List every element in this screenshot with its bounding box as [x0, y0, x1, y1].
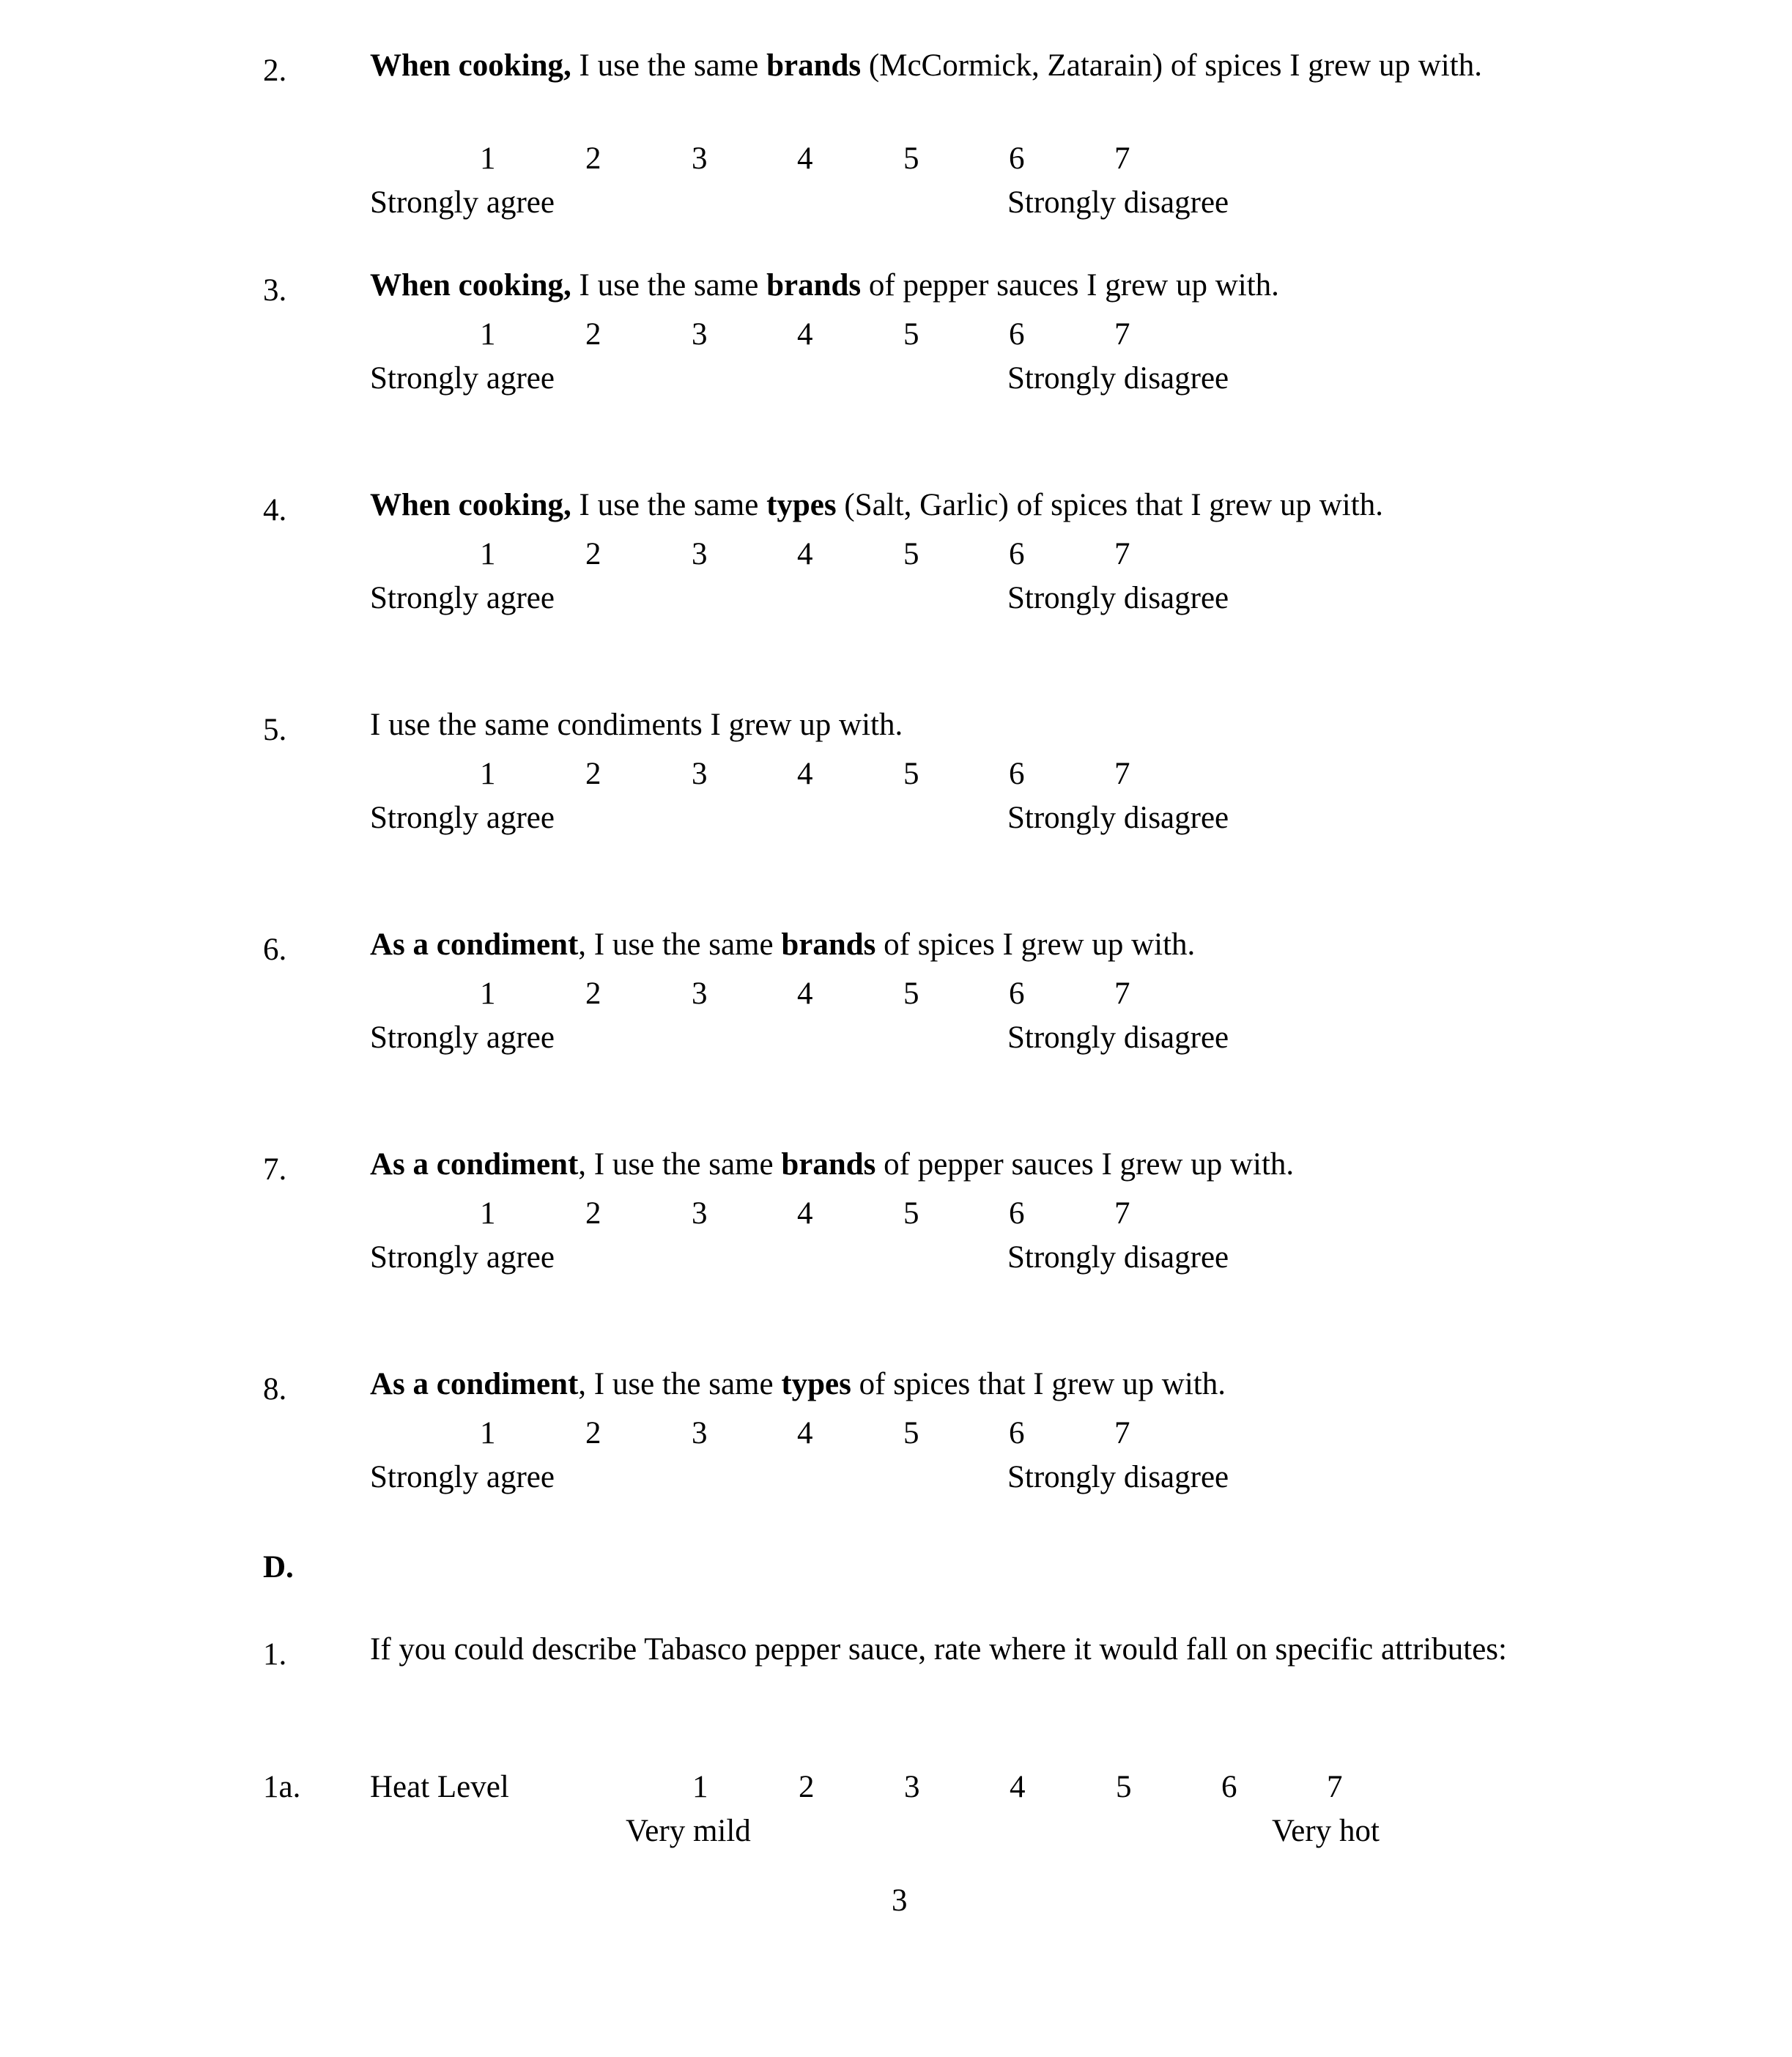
scale-option[interactable]: 4	[797, 757, 813, 791]
emphasis-text: When cooking,	[370, 488, 571, 522]
scale-option[interactable]: 5	[903, 141, 919, 176]
scale-high-label: Strongly disagree	[1007, 581, 1229, 615]
scale-high-label: Strongly disagree	[1007, 1240, 1229, 1275]
question-text-segment: (McCormick, Zatarain) of spices I grew up with.	[861, 48, 1482, 83]
scale-option[interactable]: 3	[692, 1196, 708, 1231]
scale-option[interactable]: 4	[797, 1416, 813, 1450]
question-text-segment: of pepper sauces I grew up with.	[861, 268, 1279, 303]
scale-option[interactable]: 3	[692, 976, 708, 1011]
scale-low-label: Strongly agree	[370, 1240, 555, 1275]
scale-option[interactable]: 5	[903, 1416, 919, 1450]
question-number: 5.	[263, 713, 287, 747]
scale-option[interactable]: 4	[797, 141, 813, 176]
question-text	[370, 483, 1528, 527]
scale-option[interactable]: 4	[1010, 1770, 1026, 1804]
emphasis-text: When cooking,	[370, 268, 571, 303]
question-text	[370, 264, 1528, 308]
scale-option[interactable]: 6	[1009, 1416, 1025, 1450]
scale-low-label: Strongly agree	[370, 361, 555, 396]
scale-option[interactable]: 3	[692, 1416, 708, 1450]
scale-high-label: Strongly disagree	[1007, 801, 1229, 835]
attribute-label: Heat Level	[370, 1770, 509, 1804]
scale-option[interactable]: 4	[797, 317, 813, 352]
emphasis-text: As a condiment	[370, 1147, 579, 1182]
question-text-segment: (Salt, Garlic) of spices that I grew up with.	[836, 488, 1383, 522]
scale-option[interactable]: 7	[1114, 1196, 1130, 1231]
question-text-segment: I use the same	[571, 268, 767, 303]
scale-option[interactable]: 6	[1009, 1196, 1025, 1231]
scale-option[interactable]: 1	[480, 1416, 496, 1450]
scale-option[interactable]: 1	[480, 1196, 496, 1231]
question-text-segment: I use the same condiments I grew up with.	[370, 708, 903, 742]
scale-option[interactable]: 7	[1114, 537, 1130, 571]
scale-option[interactable]: 3	[692, 317, 708, 352]
emphasis-text: As a condiment	[370, 927, 579, 962]
scale-option[interactable]: 1	[480, 141, 496, 176]
question-number: 7.	[263, 1152, 287, 1187]
scale-high-label: Strongly disagree	[1007, 185, 1229, 220]
scale-option[interactable]: 5	[903, 537, 919, 571]
scale-low-label: Strongly agree	[370, 1460, 555, 1494]
scale-option[interactable]: 1	[480, 976, 496, 1011]
question-text-segment: I use the same	[571, 488, 767, 522]
scale-option[interactable]: 4	[797, 537, 813, 571]
question-text	[370, 703, 1528, 747]
scale-option[interactable]: 5	[903, 317, 919, 352]
scale-option[interactable]: 1	[480, 757, 496, 791]
scale-option[interactable]: 4	[797, 1196, 813, 1231]
scale-option[interactable]: 3	[692, 141, 708, 176]
scale-high-label: Strongly disagree	[1007, 1460, 1229, 1494]
scale-option[interactable]: 7	[1114, 976, 1130, 1011]
scale-option[interactable]: 2	[585, 1196, 601, 1231]
question-number: 1.	[263, 1637, 287, 1672]
scale-option[interactable]: 6	[1221, 1770, 1237, 1804]
scale-option[interactable]: 5	[903, 976, 919, 1011]
scale-option[interactable]: 3	[692, 757, 708, 791]
scale-option[interactable]: 2	[799, 1770, 815, 1804]
question-number: 8.	[263, 1372, 287, 1406]
scale-low-label: Strongly agree	[370, 581, 555, 615]
question-text: If you could describe Tabasco pepper sauce, rate where it would fall on specific attributes:	[370, 1632, 1507, 1667]
scale-low-label: Very mild	[626, 1814, 751, 1848]
question-text	[370, 1363, 1528, 1406]
scale-option[interactable]: 6	[1009, 976, 1025, 1011]
question-text-segment: , I use the same	[578, 1367, 782, 1401]
question-text	[370, 923, 1528, 967]
emphasis-text: As a condiment	[370, 1367, 579, 1401]
question-number: 3.	[263, 273, 287, 308]
scale-low-label: Strongly agree	[370, 1020, 555, 1055]
scale-option[interactable]: 3	[904, 1770, 920, 1804]
scale-option[interactable]: 7	[1114, 757, 1130, 791]
scale-low-label: Strongly agree	[370, 185, 555, 220]
scale-option[interactable]: 1	[480, 537, 496, 571]
scale-option[interactable]: 2	[585, 1416, 601, 1450]
emphasis-text: brands	[766, 268, 862, 303]
emphasis-text: When cooking,	[370, 48, 571, 83]
scale-high-label: Strongly disagree	[1007, 1020, 1229, 1055]
scale-high-label: Strongly disagree	[1007, 361, 1229, 396]
page-number: 3	[892, 1883, 908, 1918]
question-text-segment: I use the same	[571, 48, 767, 83]
question-text-segment: of spices that I grew up with.	[851, 1367, 1226, 1401]
scale-option[interactable]: 6	[1009, 757, 1025, 791]
emphasis-text: brands	[781, 1147, 876, 1182]
question-number: 4.	[263, 493, 287, 527]
scale-option[interactable]: 1	[480, 317, 496, 352]
question-text-segment: , I use the same	[578, 1147, 782, 1182]
scale-option[interactable]: 2	[585, 757, 601, 791]
scale-option[interactable]: 7	[1114, 317, 1130, 352]
scale-option[interactable]: 1	[692, 1770, 708, 1804]
emphasis-text: brands	[781, 927, 876, 962]
emphasis-text: brands	[766, 48, 862, 83]
emphasis-text: types	[766, 488, 837, 522]
emphasis-text: types	[781, 1367, 851, 1401]
scale-option[interactable]: 2	[585, 141, 601, 176]
question-text	[370, 44, 1528, 88]
question-number: 2.	[263, 53, 287, 88]
scale-option[interactable]: 2	[585, 537, 601, 571]
scale-option[interactable]: 7	[1114, 141, 1130, 176]
section-letter: D.	[263, 1550, 294, 1585]
question-number: 6.	[263, 933, 287, 967]
scale-option[interactable]: 3	[692, 537, 708, 571]
question-text-segment: , I use the same	[578, 927, 782, 962]
scale-option[interactable]: 5	[903, 757, 919, 791]
scale-option[interactable]: 5	[903, 1196, 919, 1231]
question-text	[370, 1143, 1528, 1187]
scale-low-label: Strongly agree	[370, 801, 555, 835]
scale-option[interactable]: 6	[1009, 537, 1025, 571]
question-number: 1a.	[263, 1770, 301, 1804]
scale-option[interactable]: 7	[1114, 1416, 1130, 1450]
scale-option[interactable]: 2	[585, 317, 601, 352]
question-text-segment: of pepper sauces I grew up with.	[875, 1147, 1295, 1182]
scale-option[interactable]: 4	[797, 976, 813, 1011]
scale-option[interactable]: 2	[585, 976, 601, 1011]
scale-option[interactable]: 6	[1009, 141, 1025, 176]
question-text-segment: of spices I grew up with.	[875, 927, 1196, 962]
scale-option[interactable]: 7	[1327, 1770, 1343, 1804]
scale-option[interactable]: 6	[1009, 317, 1025, 352]
scale-option[interactable]: 5	[1116, 1770, 1132, 1804]
scale-high-label: Very hot	[1272, 1814, 1380, 1848]
